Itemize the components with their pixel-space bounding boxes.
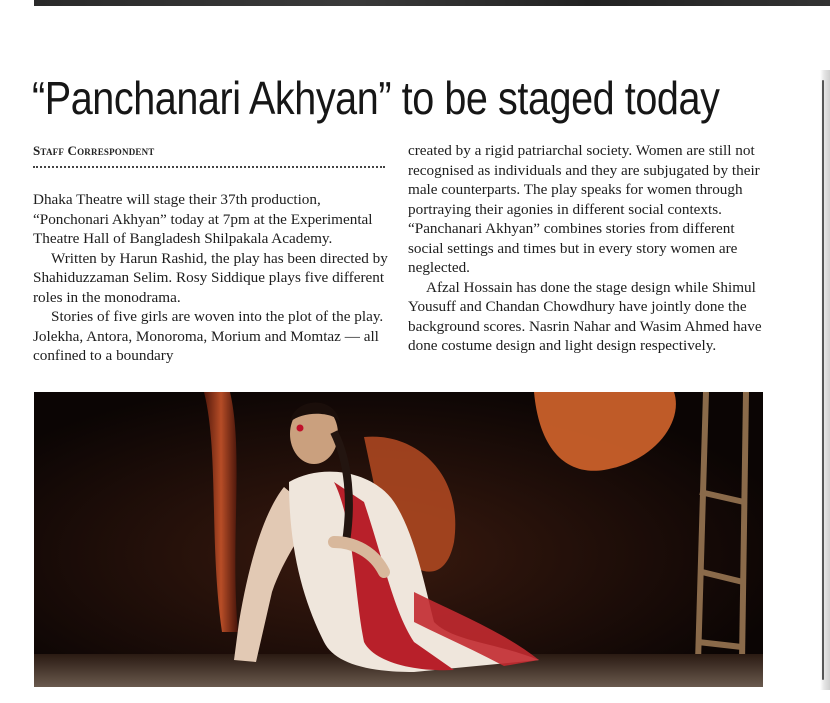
paragraph-3: Stories of five girls are woven into the plot of the play. Jolekha, Antora, Monoroma, Morium and Momtaz — all confined to a boundary xyxy=(33,308,384,364)
byline-divider xyxy=(33,166,385,168)
paragraph-3-continued: created by a rigid patriarchal society. Women are still not recognised as individuals and they are subjugated by their male counterparts. The play speaks for women through portraying their agonies in different social contexts. “Panchanari Akhyan” combines stories from different social settings and times but in every story women are neglected. xyxy=(408,142,760,276)
article-headline: “Panchanari Akhyan” to be staged today xyxy=(32,72,720,124)
article-photo xyxy=(34,392,763,687)
paragraph-1: Dhaka Theatre will stage their 37th production, “Ponchonari Akhyan” today at 7pm at the Experimental Theatre Hall of Bangladesh Shilpakala Academy. xyxy=(33,191,373,247)
top-photo-strip xyxy=(34,0,830,6)
paragraph-2: Written by Harun Rashid, the play has been directed by Shahiduzzaman Selim. Rosy Siddique plays five different roles in the monodrama. xyxy=(33,249,388,306)
paragraph-4: Afzal Hossain has done the stage design while Shimul Yousuff and Chandan Chowdhury have jointly done the background scores. Nasrin Nahar and Wasim Ahmed have done costume design and light design respectively. xyxy=(408,278,762,354)
page-fold-shadow xyxy=(820,70,830,690)
stage-performance-illustration xyxy=(34,392,763,687)
article-byline: Staff Correspondent xyxy=(33,143,155,158)
article-column-2 xyxy=(408,141,764,356)
bindi xyxy=(297,425,304,432)
article-column-1 xyxy=(33,190,389,366)
